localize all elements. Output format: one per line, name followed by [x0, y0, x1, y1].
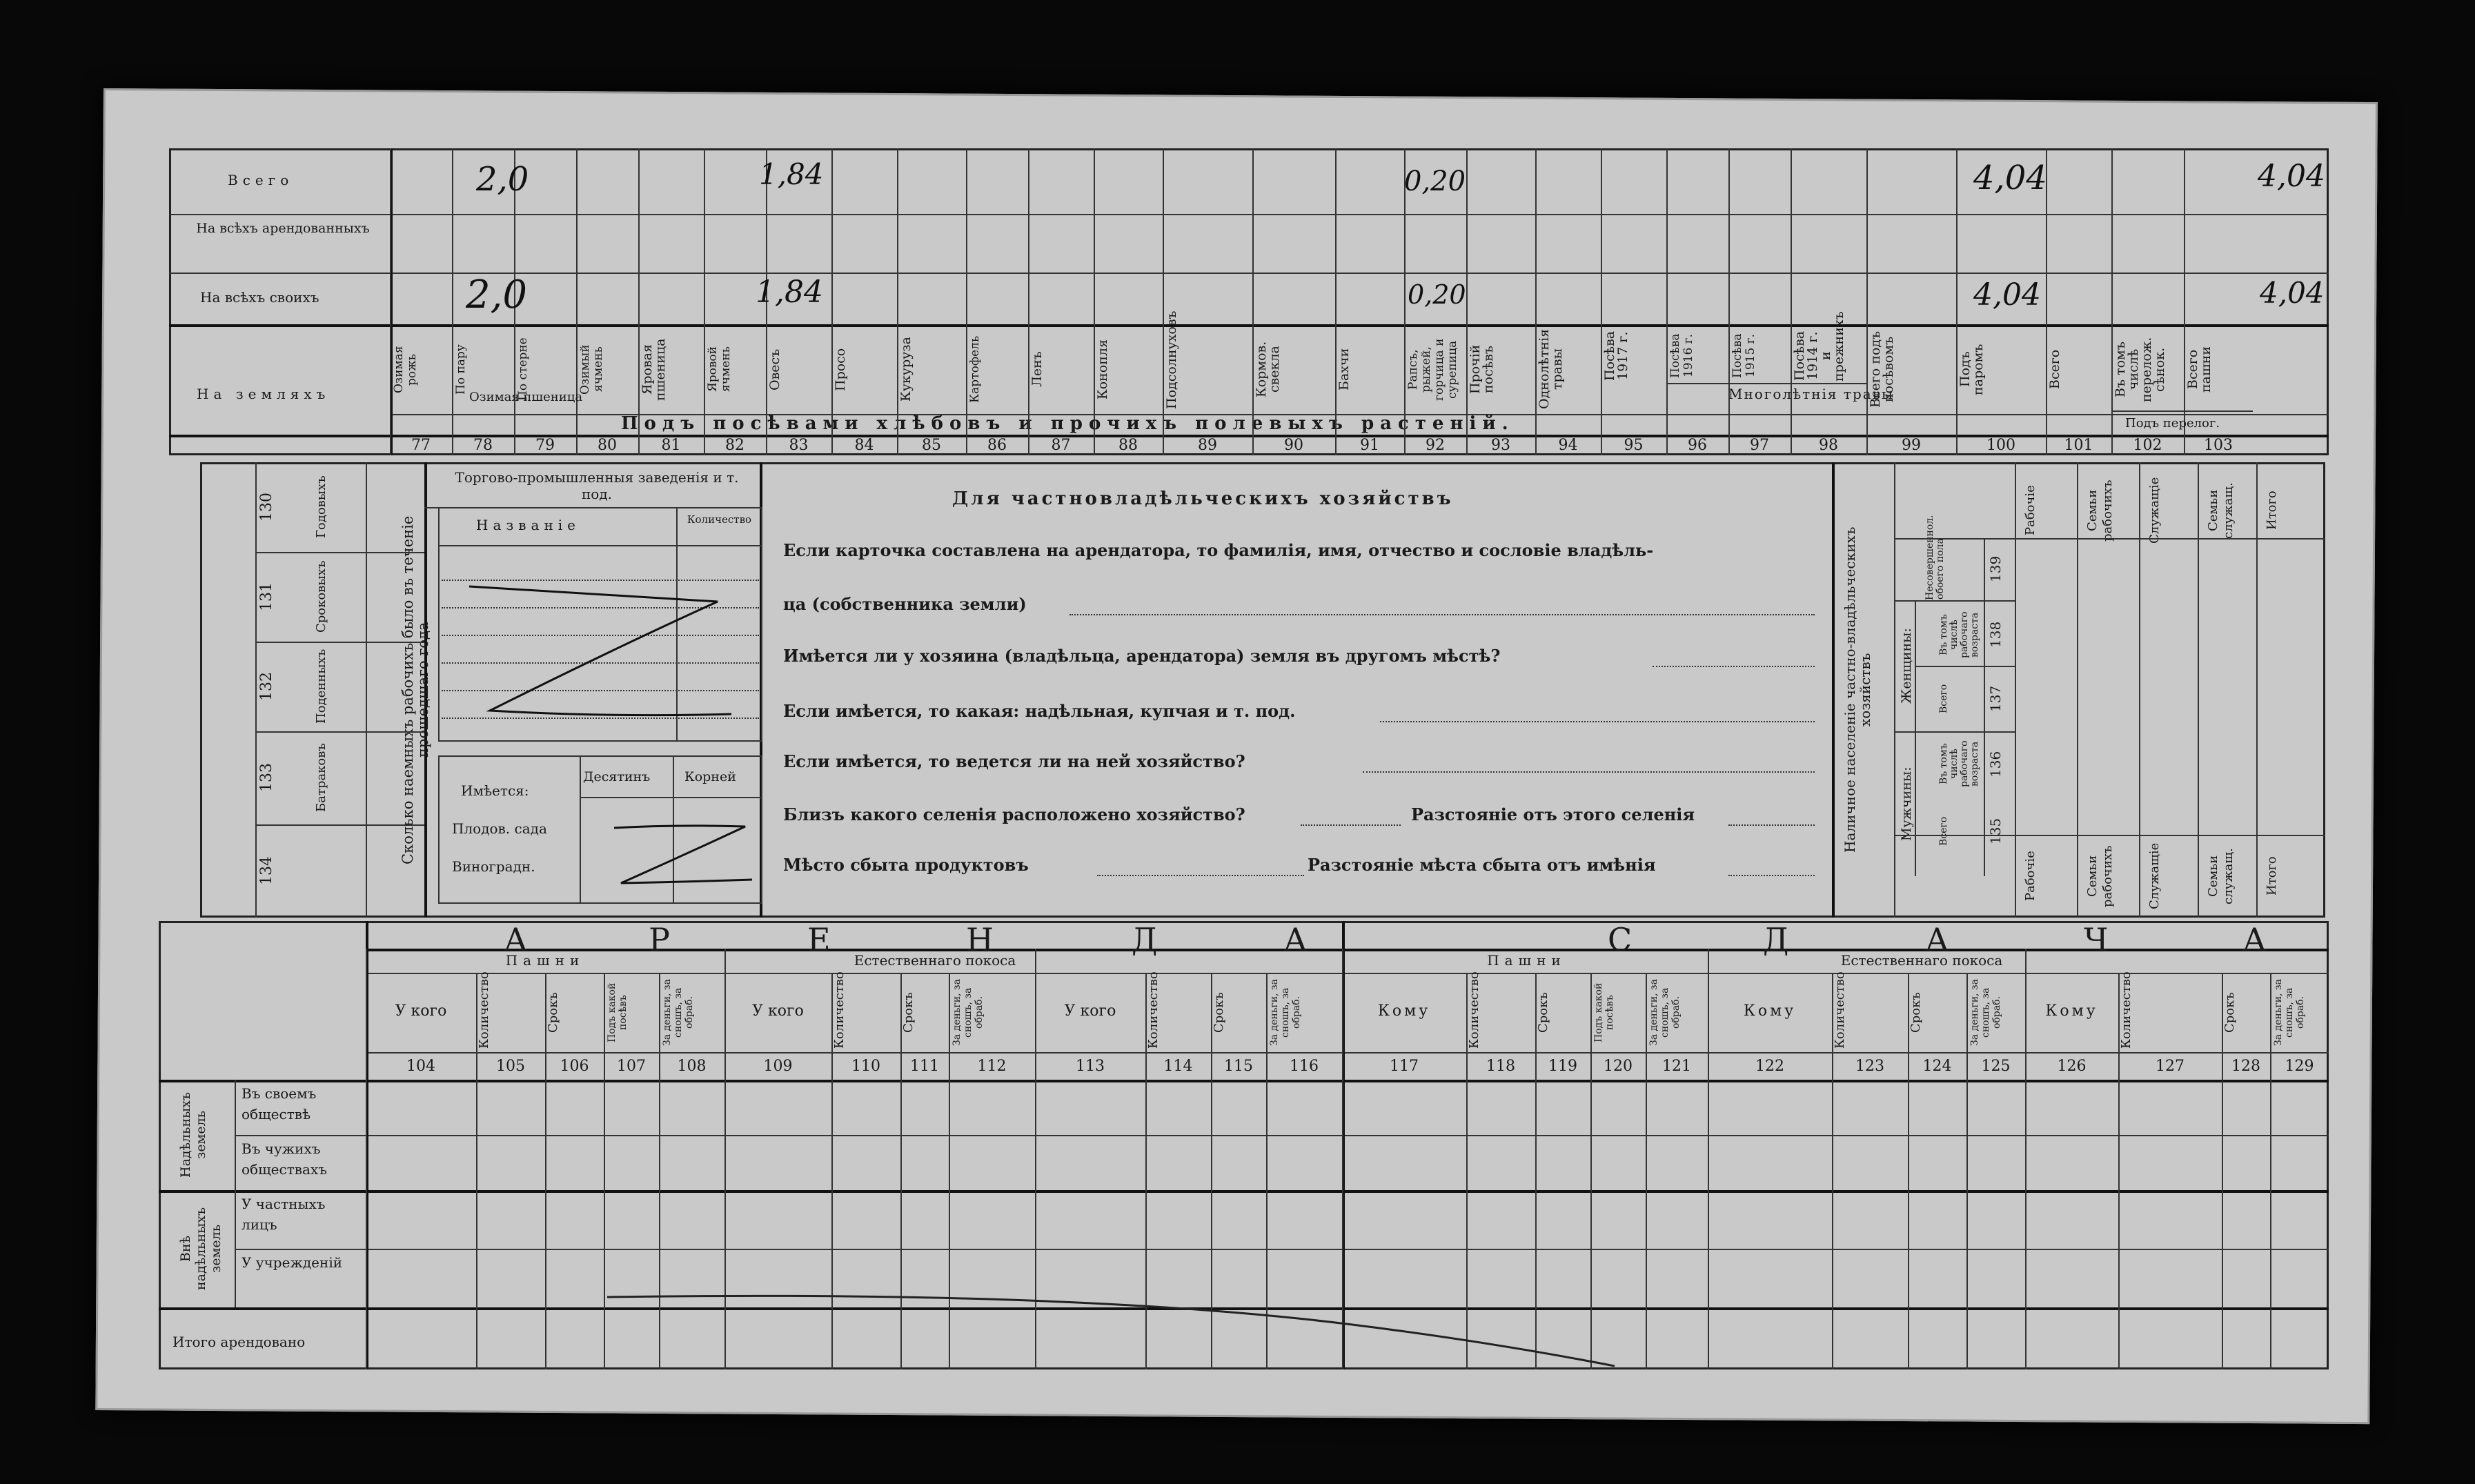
population-col-top-4: Итого: [2265, 491, 2279, 531]
arenda-col-num-109: 109: [763, 1058, 793, 1075]
sdacha-letter-3: Ч: [2084, 921, 2109, 958]
workers-label-132: Поденныхъ: [314, 649, 328, 724]
crop-col-label-80: Озимый ячмень: [578, 344, 605, 395]
crop-col-num-84: 84: [854, 437, 874, 454]
population-men: Мужчины:: [1899, 766, 1914, 841]
arenda-col-num-120: 120: [1604, 1058, 1633, 1075]
crop-col-num-87: 87: [1051, 437, 1071, 454]
private-line-3: Имѣется ли у хозяина (владѣльца, арендатора) земля въ другомъ мѣстѣ?: [783, 646, 1501, 666]
crop-col-label-95: Посѣва 1917 г.: [1602, 330, 1630, 381]
crop-col-num-90: 90: [1284, 437, 1303, 454]
arenda-col-num-111: 111: [910, 1058, 939, 1075]
population-cell-1: 135: [1987, 818, 2004, 845]
crop-col-num-95: 95: [1624, 437, 1644, 454]
crop-col-num-102: 102: [2133, 437, 2162, 454]
arenda-col-num-117: 117: [1390, 1058, 1419, 1075]
private-line-9: Разстояніе мѣста сбыта отъ имѣнія: [1308, 855, 1656, 875]
crop-col-num-103: 103: [2204, 437, 2233, 454]
arenda-col-num-105: 105: [496, 1058, 525, 1075]
trade-col-name: Названіе: [476, 517, 581, 533]
arenda-col-num-113: 113: [1076, 1058, 1105, 1075]
arenda-col-label-110: Количество: [832, 971, 847, 1049]
private-line-4: Если имѣется, то какая: надѣльная, купчая и т. под.: [783, 701, 1296, 721]
crop-col-label-82: Яровой ячмень: [706, 346, 733, 393]
hand-vsego-77: 2,0: [476, 160, 529, 199]
arenda-col-label-113: У кого: [1064, 1002, 1116, 1020]
arenda-col-num-125: 125: [1981, 1058, 2011, 1075]
trade-title: Торгово-промышленныя заведенія и т. под.: [455, 469, 739, 502]
arenda-col-label-127: Количество: [2119, 971, 2133, 1049]
crop-col-label-100: Подъ паромъ: [1958, 344, 1986, 395]
crop-col-label-79: По стерне: [516, 337, 530, 402]
arenda-col-num-128: 128: [2231, 1058, 2260, 1075]
population-cell-0: Всего: [1938, 816, 1949, 847]
arenda-letter-1: Р: [649, 921, 670, 958]
hand-vsego-99: 4,04: [1973, 159, 2047, 197]
arenda-col-label-121: За деньги, за сношъ, за обраб.: [1648, 979, 1682, 1046]
crop-col-num-79: 79: [535, 437, 555, 454]
sdacha-letter-4: А: [2242, 921, 2267, 958]
hand-vsego-82: 1,84: [759, 157, 824, 191]
arenda-col-label-122: Кому: [1743, 1002, 1797, 1020]
arenda-col-label-126: Кому: [2045, 1002, 2098, 1020]
crop-col-num-86: 86: [987, 437, 1007, 454]
arenda-row-4: Итого арендовано: [172, 1334, 306, 1350]
workers-num-133: 133: [258, 763, 275, 793]
population-cell-6: Въ томъ числѣ рабочаго возраста: [1938, 611, 1980, 658]
arenda-letter-3: Н: [966, 921, 994, 958]
population-cell-4: Всего: [1938, 684, 1949, 713]
subgroup-perelog: Подъ перелог.: [2125, 416, 2220, 431]
crop-col-label-97: Посѣва 1915 г.: [1730, 333, 1757, 378]
arenda-letter-5: А: [1283, 921, 1308, 958]
private-line-2: ца (собственника земли): [783, 594, 1027, 614]
arenda-col-label-128: Срокъ: [2222, 992, 2237, 1033]
arenda-col-label-129: За деньги, за сношъ, за обраб.: [2273, 979, 2306, 1046]
crop-col-num-91: 91: [1360, 437, 1379, 454]
orchard-header: Имѣется:: [461, 782, 529, 799]
workers-num-134: 134: [258, 856, 275, 886]
population-cell-5: 137: [1987, 685, 2004, 712]
crop-col-label-103: Всего пашни: [2185, 346, 2213, 393]
hand-svoih-103: 4,04: [2260, 276, 2325, 310]
crop-col-label-78: По пару: [454, 344, 468, 395]
arenda-col-num-106: 106: [560, 1058, 589, 1075]
crop-col-label-94: Однолѣтнія травы: [1537, 328, 1565, 409]
crop-col-label-85: Кукуруза: [898, 337, 914, 402]
crop-col-num-85: 85: [922, 437, 941, 454]
crop-col-label-91: Бахчи: [1337, 348, 1352, 391]
arenda-group-pashni-2: Пашни: [1487, 952, 1566, 969]
row-group-vne-nadelnyh: Внѣ надѣльныхъ земель: [178, 1207, 224, 1291]
private-line-7: Разстояніе отъ этого селенія: [1411, 804, 1695, 824]
crop-col-num-93: 93: [1491, 437, 1510, 454]
population-cell-3: 136: [1987, 751, 2004, 778]
subgroup-mnogoletnie: Многолѣтнія травы: [1728, 386, 1894, 402]
crop-col-label-99: Всего подъ посѣвомъ: [1868, 330, 1896, 408]
arenda-col-label-125: За деньги, за сношъ, за обраб.: [1969, 979, 2002, 1046]
hand-vsego-103: 4,04: [2258, 159, 2325, 194]
arenda-row-1: Въ чужихъ обществахъ: [241, 1140, 327, 1178]
arenda-col-num-112: 112: [977, 1058, 1007, 1075]
private-title: Для частновладѣльческихъ хозяйствъ: [952, 488, 1454, 509]
crop-col-num-101: 101: [2064, 437, 2093, 454]
crop-col-label-84: Просо: [833, 348, 848, 391]
population-col-bottom-2: Служащіе: [2147, 842, 2162, 910]
arenda-col-label-120: Подъ какой посѣвъ: [1593, 982, 1615, 1042]
workers-num-130: 130: [258, 493, 275, 522]
crop-col-num-96: 96: [1688, 437, 1707, 454]
crop-col-num-81: 81: [661, 437, 681, 454]
row-label-na-zemlyah: На земляхъ: [197, 386, 331, 402]
crop-col-label-93: Прочій посѣвъ: [1468, 344, 1496, 395]
arenda-col-label-118: Количество: [1467, 971, 1481, 1049]
workers-label-131: Сроковыхъ: [314, 560, 328, 633]
hand-svoih-91: 0,20: [1408, 279, 1466, 310]
crop-col-num-94: 94: [1558, 437, 1578, 454]
crop-col-label-87: Ленъ: [1029, 351, 1045, 388]
arenda-group-pokos-1: Естественнаго покоса: [854, 952, 1016, 969]
arenda-col-label-105: Количество: [477, 971, 491, 1049]
arenda-row-3: У учрежденій: [241, 1254, 343, 1271]
arenda-col-num-124: 124: [1922, 1058, 1952, 1075]
hand-svoih-77: 2,0: [466, 273, 528, 317]
crop-col-num-82: 82: [725, 437, 745, 454]
crop-col-label-83: Овесъ: [767, 348, 782, 390]
arenda-col-label-123: Количество: [1833, 971, 1847, 1049]
trade-crossout-mark: [442, 566, 752, 731]
crop-col-label-92: Рапсъ, рыжей, горчица и сурепица: [1406, 338, 1459, 401]
private-line-5: Если имѣется, то ведется ли на ней хозяйство?: [783, 751, 1245, 771]
crop-col-label-96: Посѣва 1916 г.: [1668, 333, 1695, 378]
row-label-svoih: На всѣхъ своихъ: [200, 289, 319, 306]
crop-col-num-92: 92: [1426, 437, 1445, 454]
workers-label-134: [314, 831, 355, 911]
population-cell-8: Несовершеннол. обоего пола: [1924, 515, 1946, 600]
arenda-col-label-124: Срокъ: [1909, 992, 1923, 1033]
arenda-col-num-104: 104: [406, 1058, 435, 1075]
crop-col-label-77: Озимая рожь: [392, 346, 419, 393]
row-label-vsego: Всего: [228, 172, 294, 188]
crop-col-label-89: Подсолнуховъ: [1164, 310, 1179, 409]
workers-num-132: 132: [258, 672, 275, 701]
row-label-arendovannyh: На всѣхъ арендованныхъ: [196, 221, 370, 236]
population-col-top-0: Рабочіе: [2023, 485, 2038, 536]
population-col-top-2: Служащіе: [2147, 477, 2162, 544]
crop-col-num-88: 88: [1118, 437, 1138, 454]
arenda-letter-4: Д: [1132, 921, 1158, 958]
population-col-bottom-4: Итого: [2265, 856, 2279, 896]
private-line-8: Мѣсто сбыта продуктовъ: [783, 855, 1029, 875]
crop-col-num-77: 77: [411, 437, 431, 454]
crop-col-label-102: Въ томъ числѣ перелож. сѣнок.: [2113, 337, 2167, 402]
population-col-bottom-3: Семьи служащ.: [2206, 848, 2236, 904]
population-cell-2: Въ томъ числѣ рабочаго возраста: [1938, 740, 1980, 788]
crop-col-num-99: 99: [1902, 437, 1921, 454]
crops-group-title: Подъ посѣвами хлѣбовъ и прочихъ полевыхъ растеній.: [621, 413, 1515, 434]
arenda-col-num-110: 110: [851, 1058, 880, 1075]
arenda-col-num-119: 119: [1548, 1058, 1577, 1075]
workers-title: Сколько наемныхъ рабочихъ было въ теченіе прошедшаго года: [400, 515, 431, 864]
arenda-row-0: Въ своемъ обществѣ: [241, 1085, 317, 1122]
arenda-col-num-122: 122: [1755, 1058, 1784, 1075]
arenda-row-2: У частныхъ лицъ: [241, 1196, 326, 1233]
arenda-group-pashni-0: Пашни: [505, 952, 585, 969]
arenda-group-pokos-3: Естественнаго покоса: [1840, 952, 2003, 969]
crop-col-label-90: Кормов. свекла: [1254, 341, 1282, 398]
crop-col-num-78: 78: [473, 437, 493, 454]
arenda-stroke-mark: [593, 1283, 1628, 1373]
orchard-col-korney: Корней: [684, 769, 736, 784]
arenda-col-num-121: 121: [1662, 1058, 1691, 1075]
crop-col-label-81: Яровая пшеница: [640, 338, 668, 401]
arenda-col-label-104: У кого: [395, 1002, 447, 1020]
workers-num-131: 131: [258, 582, 275, 611]
arenda-col-num-107: 107: [617, 1058, 646, 1075]
arenda-col-label-109: У кого: [752, 1002, 804, 1020]
arenda-col-num-123: 123: [1855, 1058, 1884, 1075]
arenda-col-label-106: Срокъ: [546, 992, 560, 1033]
row-group-nadelnyh: Надѣльныхъ земель: [178, 1091, 208, 1178]
orchard-col-desyatin: Десятинъ: [583, 769, 651, 784]
arenda-col-num-114: 114: [1163, 1058, 1193, 1075]
sdacha-letter-0: С: [1608, 921, 1633, 958]
arenda-col-label-108: За деньги, за сношъ, за обраб.: [662, 979, 695, 1046]
population-col-bottom-1: Семьи рабочихъ: [2085, 845, 2115, 907]
arenda-col-label-114: Количество: [1146, 971, 1161, 1049]
orchard-crossout-mark: [607, 814, 759, 897]
arenda-col-label-112: За деньги, за сношъ, за обраб.: [951, 979, 985, 1046]
crop-col-num-80: 80: [598, 437, 617, 454]
crop-col-num-100: 100: [1986, 437, 2015, 454]
workers-label-133: Батраковъ: [314, 743, 328, 813]
arenda-letter-2: Е: [807, 921, 831, 958]
hand-vsego-91: 0,20: [1404, 166, 1466, 197]
arenda-col-label-117: Кому: [1377, 1002, 1431, 1020]
arenda-col-num-115: 115: [1224, 1058, 1253, 1075]
crop-col-num-89: 89: [1198, 437, 1217, 454]
crop-col-label-101: Всего: [2047, 349, 2062, 390]
crop-col-num-83: 83: [789, 437, 809, 454]
arenda-col-label-111: Срокъ: [901, 992, 916, 1033]
private-line-1: Если карточка составлена на арендатора, то фамилія, имя, отчество и сословіе владѣль-: [783, 540, 1654, 560]
crop-col-label-88: Конопля: [1095, 339, 1110, 399]
crop-col-label-98: Посѣва 1914 г. и прежнихъ: [1792, 311, 1846, 382]
population-cell-9: 139: [1987, 555, 2004, 583]
population-title: Наличное населеніе частно-владѣльческихъ хозяйствъ: [1842, 526, 1873, 853]
population-col-top-3: Семьи служащ.: [2206, 482, 2236, 539]
arenda-col-label-107: Подъ какой посѣвъ: [607, 982, 629, 1042]
hand-svoih-82: 1,84: [756, 275, 823, 310]
crop-col-label-86: Картофель: [968, 335, 982, 404]
arenda-col-label-115: Срокъ: [1212, 992, 1226, 1033]
population-cell-7: 138: [1987, 621, 2004, 649]
population-col-top-1: Семьи рабочихъ: [2085, 479, 2115, 542]
trade-col-qty: Количество: [687, 513, 752, 526]
workers-label-130: Годовыхъ: [314, 475, 328, 539]
crop-col-num-98: 98: [1819, 437, 1838, 454]
arenda-letter-0: А: [504, 921, 528, 958]
orchard-row-sad: Плодов. сада: [452, 820, 547, 837]
hand-svoih-99: 4,04: [1973, 277, 2041, 313]
arenda-col-num-127: 127: [2156, 1058, 2185, 1075]
sdacha-letter-1: Д: [1763, 921, 1789, 958]
arenda-col-num-126: 126: [2057, 1058, 2087, 1075]
population-women: Женщины:: [1899, 628, 1914, 704]
orchard-row-vinograd: Виноградн.: [452, 858, 535, 875]
arenda-col-num-129: 129: [2285, 1058, 2314, 1075]
subgroup-ozimaya-pshenica: Озимая пшеница: [469, 390, 583, 404]
crop-col-num-97: 97: [1750, 437, 1769, 454]
sdacha-letter-2: А: [1925, 921, 1949, 958]
private-line-6: Близъ какого селенія расположено хозяйство?: [783, 804, 1245, 824]
arenda-col-num-108: 108: [677, 1058, 707, 1075]
arenda-col-num-118: 118: [1486, 1058, 1515, 1075]
arenda-col-label-116: За деньги, за сношъ, за обраб.: [1269, 979, 1302, 1046]
population-col-bottom-0: Рабочіе: [2023, 851, 2038, 902]
arenda-col-label-119: Срокъ: [1536, 992, 1550, 1033]
arenda-col-num-116: 116: [1290, 1058, 1319, 1075]
